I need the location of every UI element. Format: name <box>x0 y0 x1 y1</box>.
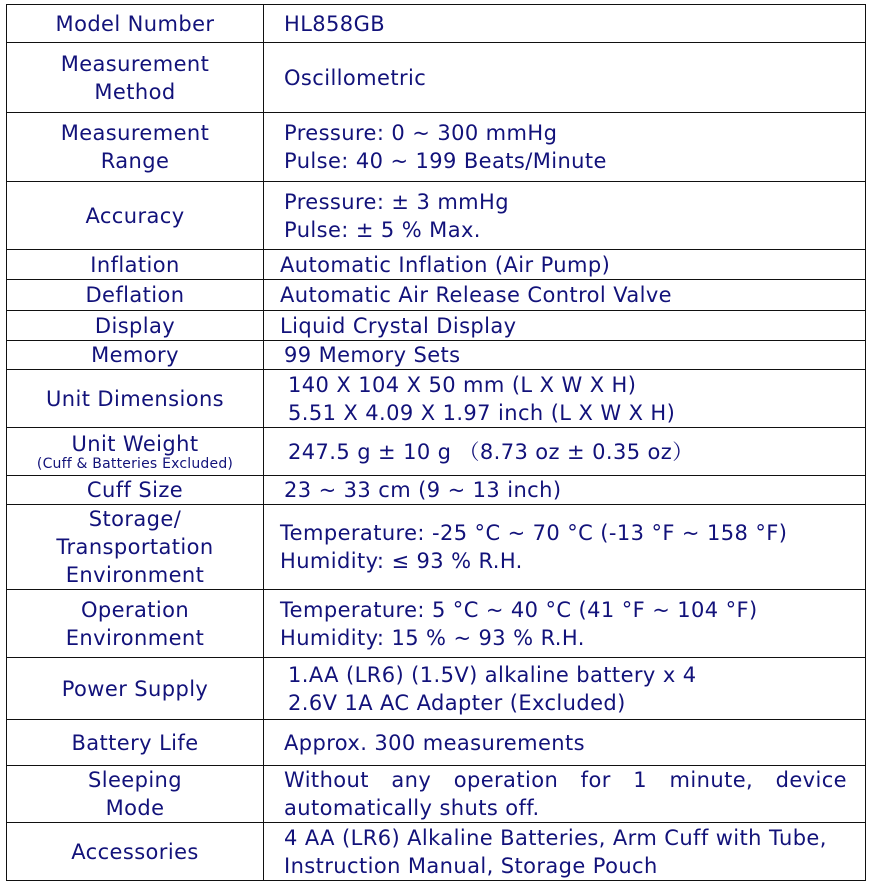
label-line: Display <box>94 313 176 338</box>
spec-value <box>264 43 866 113</box>
label-line: Unit Weight <box>71 431 199 456</box>
value-line: Automatic Inflation (Air Pump) <box>280 252 611 277</box>
label-line: Range <box>100 149 170 173</box>
value-line: HL858GB <box>284 11 386 36</box>
value-line: Pulse: 40 ~ 199 Beats/Minute <box>284 149 607 173</box>
spec-label <box>7 43 264 113</box>
spec-label <box>7 311 264 341</box>
value-line: 140 X 104 X 50 mm (L X W X H) <box>288 372 637 397</box>
spec-row-storage-environment <box>7 505 866 590</box>
value-line: Without any operation for 1 minute, device <box>284 768 847 792</box>
label-line: Measurement <box>60 51 210 76</box>
spec-value <box>264 5 866 43</box>
label-line: Measurement <box>60 121 210 145</box>
spec-row-display <box>7 311 866 341</box>
spec-value <box>264 370 866 428</box>
spec-label <box>7 5 264 43</box>
label-line: Environment <box>65 625 205 650</box>
label-line: Operation <box>80 597 190 622</box>
spec-value <box>264 250 866 280</box>
value-line: 23 ~ 33 cm (9 ~ 13 inch) <box>284 478 562 502</box>
label-line: Cuff Size <box>86 478 184 502</box>
value-line: 4 AA (LR6) Alkaline Batteries, Arm Cuff with Tube, <box>284 825 827 850</box>
value-line: Oscillometric <box>284 65 427 90</box>
spec-row-measurement-method <box>7 43 866 113</box>
label-line: Unit Dimensions <box>46 386 224 411</box>
value-line: automatically shuts off. <box>284 796 540 820</box>
spec-row-unit-weight <box>7 428 866 476</box>
value-line: 247.5 g ± 10 g （8.73 oz ± 0.35 oz） <box>288 439 694 464</box>
spec-value <box>264 428 866 476</box>
spec-label <box>7 590 264 658</box>
spec-row-unit-dimensions <box>7 370 866 428</box>
spec-value <box>264 658 866 720</box>
label-line: Environment <box>65 563 205 587</box>
label-line: Accessories <box>71 839 199 864</box>
spec-row-battery-life <box>7 720 866 766</box>
spec-value <box>264 766 866 823</box>
value-line: Pulse: ± 5 % Max. <box>284 217 481 242</box>
spec-label <box>7 658 264 720</box>
label-note: (Cuff & Batteries Excluded) <box>36 455 234 472</box>
label-line: Storage/ <box>88 507 182 531</box>
label-line: Power Supply <box>61 676 209 701</box>
value-line: Temperature: -25 °C ~ 70 °C (-13 °F ~ 158 °F) <box>280 521 788 545</box>
value-line: Temperature: 5 °C ~ 40 °C (41 °F ~ 104 °F) <box>280 597 758 622</box>
spec-row-accessories <box>7 823 866 881</box>
spec-label <box>7 766 264 823</box>
spec-label <box>7 280 264 311</box>
spec-row-measurement-range <box>7 113 866 182</box>
spec-row-operation-environment <box>7 590 866 658</box>
value-line: 1.AA (LR6) (1.5V) alkaline battery x 4 <box>288 662 697 687</box>
value-line: 99 Memory Sets <box>284 343 461 367</box>
spec-label <box>7 823 264 881</box>
label-line: Sleeping <box>87 768 182 792</box>
value-line: Humidity: ≤ 93 % R.H. <box>280 549 523 573</box>
value-line: Instruction Manual, Storage Pouch <box>284 853 658 878</box>
spec-row-cuff-size <box>7 476 866 505</box>
label-line: Battery Life <box>71 730 199 755</box>
value-line: Automatic Air Release Control Valve <box>280 283 672 307</box>
spec-label <box>7 476 264 505</box>
spec-row-inflation <box>7 250 866 280</box>
specification-table <box>6 4 866 881</box>
spec-label <box>7 505 264 590</box>
label-line: Mode <box>105 796 165 820</box>
spec-label <box>7 720 264 766</box>
value-line: Pressure: 0 ~ 300 mmHg <box>284 121 558 145</box>
spec-label <box>7 428 264 476</box>
value-line: Pressure: ± 3 mmHg <box>284 189 509 214</box>
spec-value <box>264 341 866 370</box>
spec-value <box>264 476 866 505</box>
spec-value <box>264 182 866 250</box>
label-line: Accuracy <box>85 203 185 228</box>
spec-value <box>264 280 866 311</box>
label-line: Inflation <box>90 252 180 277</box>
spec-value <box>264 113 866 182</box>
spec-label <box>7 113 264 182</box>
value-line: Liquid Crystal Display <box>280 313 517 338</box>
spec-label <box>7 250 264 280</box>
value-line: 5.51 X 4.09 X 1.97 inch (L X W X H) <box>288 400 676 425</box>
value-line: Humidity: 15 % ~ 93 % R.H. <box>280 625 585 650</box>
label-line: Transportation <box>56 535 214 559</box>
spec-row-model-number <box>7 5 866 43</box>
label-line: Memory <box>91 343 179 367</box>
spec-row-memory <box>7 341 866 370</box>
spec-value <box>264 720 866 766</box>
spec-label <box>7 370 264 428</box>
spec-row-power-supply <box>7 658 866 720</box>
spec-label <box>7 182 264 250</box>
label-line: Model Number <box>55 11 215 36</box>
spec-value <box>264 823 866 881</box>
value-line: Approx. 300 measurements <box>284 730 585 755</box>
spec-value <box>264 505 866 590</box>
spec-value <box>264 590 866 658</box>
label-line: Deflation <box>85 283 185 307</box>
value-line: 2.6V 1A AC Adapter (Excluded) <box>288 690 626 715</box>
spec-label <box>7 341 264 370</box>
spec-row-deflation <box>7 280 866 311</box>
spec-row-sleeping-mode <box>7 766 866 823</box>
label-line: Method <box>94 79 176 104</box>
spec-value <box>264 311 866 341</box>
spec-row-accuracy <box>7 182 866 250</box>
